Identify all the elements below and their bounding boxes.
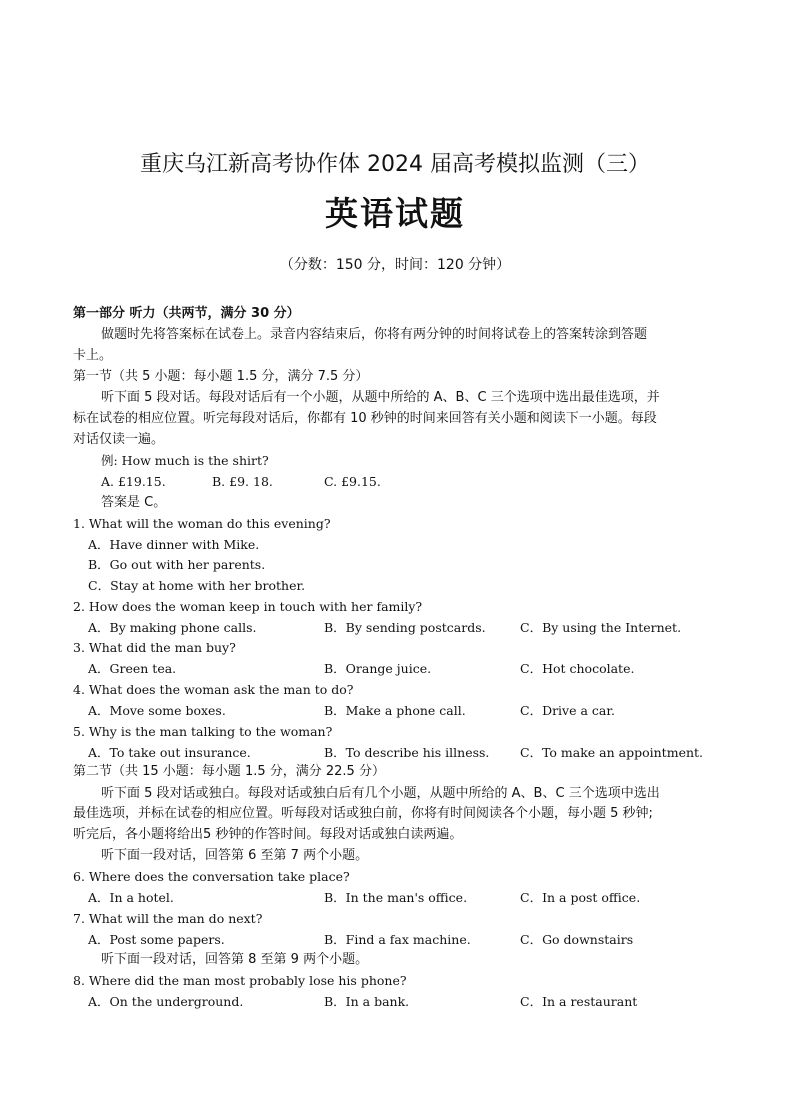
section2-instr-line3: 听完后，各小题将给出5 秒钟的作答时间。每段对话或独白读两遍。 xyxy=(73,827,463,842)
q5-option-a: A．To take out insurance. xyxy=(88,745,251,760)
example-answer: 答案是 C。 xyxy=(101,495,167,510)
q5-option-b: B．To describe his illness. xyxy=(324,745,490,760)
q8-option-a: A．On the underground. xyxy=(88,994,244,1009)
question-2: 2. How does the woman keep in touch with her family? xyxy=(73,599,423,614)
question-8: 8. Where did the man most probably lose his phone? xyxy=(73,973,407,988)
section2-instr-line2: 最佳选项，并标在试卷的相应位置。听每段对话或独白前，你将有时间阅读各个小题，每小题 5 秒钟; xyxy=(73,806,653,821)
q1-option-b: B．Go out with her parents. xyxy=(88,557,266,572)
q3-option-c: C．Hot chocolate. xyxy=(520,661,635,676)
q3-option-b: B．Orange juice. xyxy=(324,661,432,676)
question-1: 1. What will the woman do this evening? xyxy=(73,516,331,531)
q7-option-c: C．Go downstairs xyxy=(520,932,634,947)
q6-option-c: C．In a post office. xyxy=(520,890,641,905)
q3-option-a: A．Green tea. xyxy=(88,661,177,676)
passage-6-7-instruction: 听下面一段对话，回答第 6 至第 7 两个小题。 xyxy=(101,848,369,863)
q4-option-c: C．Drive a car. xyxy=(520,703,615,718)
section1-instr-line1: 听下面 5 段对话。每段对话后有一个小题，从题中所给的 A、B、C 三个选项中选出最佳选项，并 xyxy=(101,390,660,405)
q7-option-b: B．Find a fax machine. xyxy=(324,932,471,947)
q7-option-a: A．Post some papers. xyxy=(88,932,225,947)
section1-heading: 第一节（共 5 小题：每小题 1.5 分，满分 7.5 分） xyxy=(73,369,369,384)
subject-title: 英语试题 xyxy=(325,194,465,233)
question-4: 4. What does the woman ask the man to do? xyxy=(73,682,354,697)
q8-option-c: C．In a restaurant xyxy=(520,994,638,1009)
section1-instr-line3: 对话仅读一遍。 xyxy=(73,432,165,447)
q4-option-b: B．Make a phone call. xyxy=(324,703,466,718)
exam-title: 重庆乌江新高考协作体 2024 届高考模拟监测（三） xyxy=(140,152,650,177)
q2-option-c: C．By using the Internet. xyxy=(520,620,682,635)
q8-option-b: B．In a bank. xyxy=(324,994,410,1009)
q1-option-a: A．Have dinner with Mike. xyxy=(88,537,260,552)
q2-option-b: B．By sending postcards. xyxy=(324,620,486,635)
question-5: 5. Why is the man talking to the woman? xyxy=(73,724,333,739)
section1-instr-line2: 标在试卷的相应位置。听完每段对话后，你都有 10 秒钟的时间来回答有关小题和阅读下一小题。每段 xyxy=(73,411,657,426)
example-option-a: A. £19.15. xyxy=(101,474,166,489)
section2-instr-line1: 听下面 5 段对话或独白。每段对话或独白后有几个小题，从题中所给的 A、B、C 三个选项中选出 xyxy=(101,786,660,801)
passage-8-9-instruction: 听下面一段对话，回答第 8 至第 9 两个小题。 xyxy=(101,952,369,967)
q4-option-a: A．Move some boxes. xyxy=(88,703,226,718)
part1-intro-line1: 做题时先将答案标在试卷上。录音内容结束后，你将有两分钟的时间将试卷上的答案转涂到答题 xyxy=(101,327,648,342)
score-time-note: （分数：150 分，时间：120 分钟） xyxy=(279,257,511,273)
question-3: 3. What did the man buy? xyxy=(73,640,236,655)
q6-option-a: A．In a hotel. xyxy=(88,890,174,905)
q5-option-c: C．To make an appointment. xyxy=(520,745,704,760)
q6-option-b: B．In the man's office. xyxy=(324,890,468,905)
question-7: 7. What will the man do next? xyxy=(73,911,263,926)
q1-option-c: C．Stay at home with her brother. xyxy=(88,578,306,593)
section2-heading: 第二节（共 15 小题：每小题 1.5 分，满分 22.5 分） xyxy=(73,764,385,779)
example-option-c: C. £9.15. xyxy=(324,474,381,489)
q2-option-a: A．By making phone calls. xyxy=(88,620,257,635)
example-option-b: B. £9. 18. xyxy=(212,474,273,489)
question-6: 6. Where does the conversation take place? xyxy=(73,869,350,884)
part1-heading: 第一部分 听力（共两节，满分 30 分） xyxy=(73,306,300,321)
example-question: 例: How much is the shirt? xyxy=(101,453,269,468)
part1-intro-line2: 卡上。 xyxy=(73,348,113,363)
